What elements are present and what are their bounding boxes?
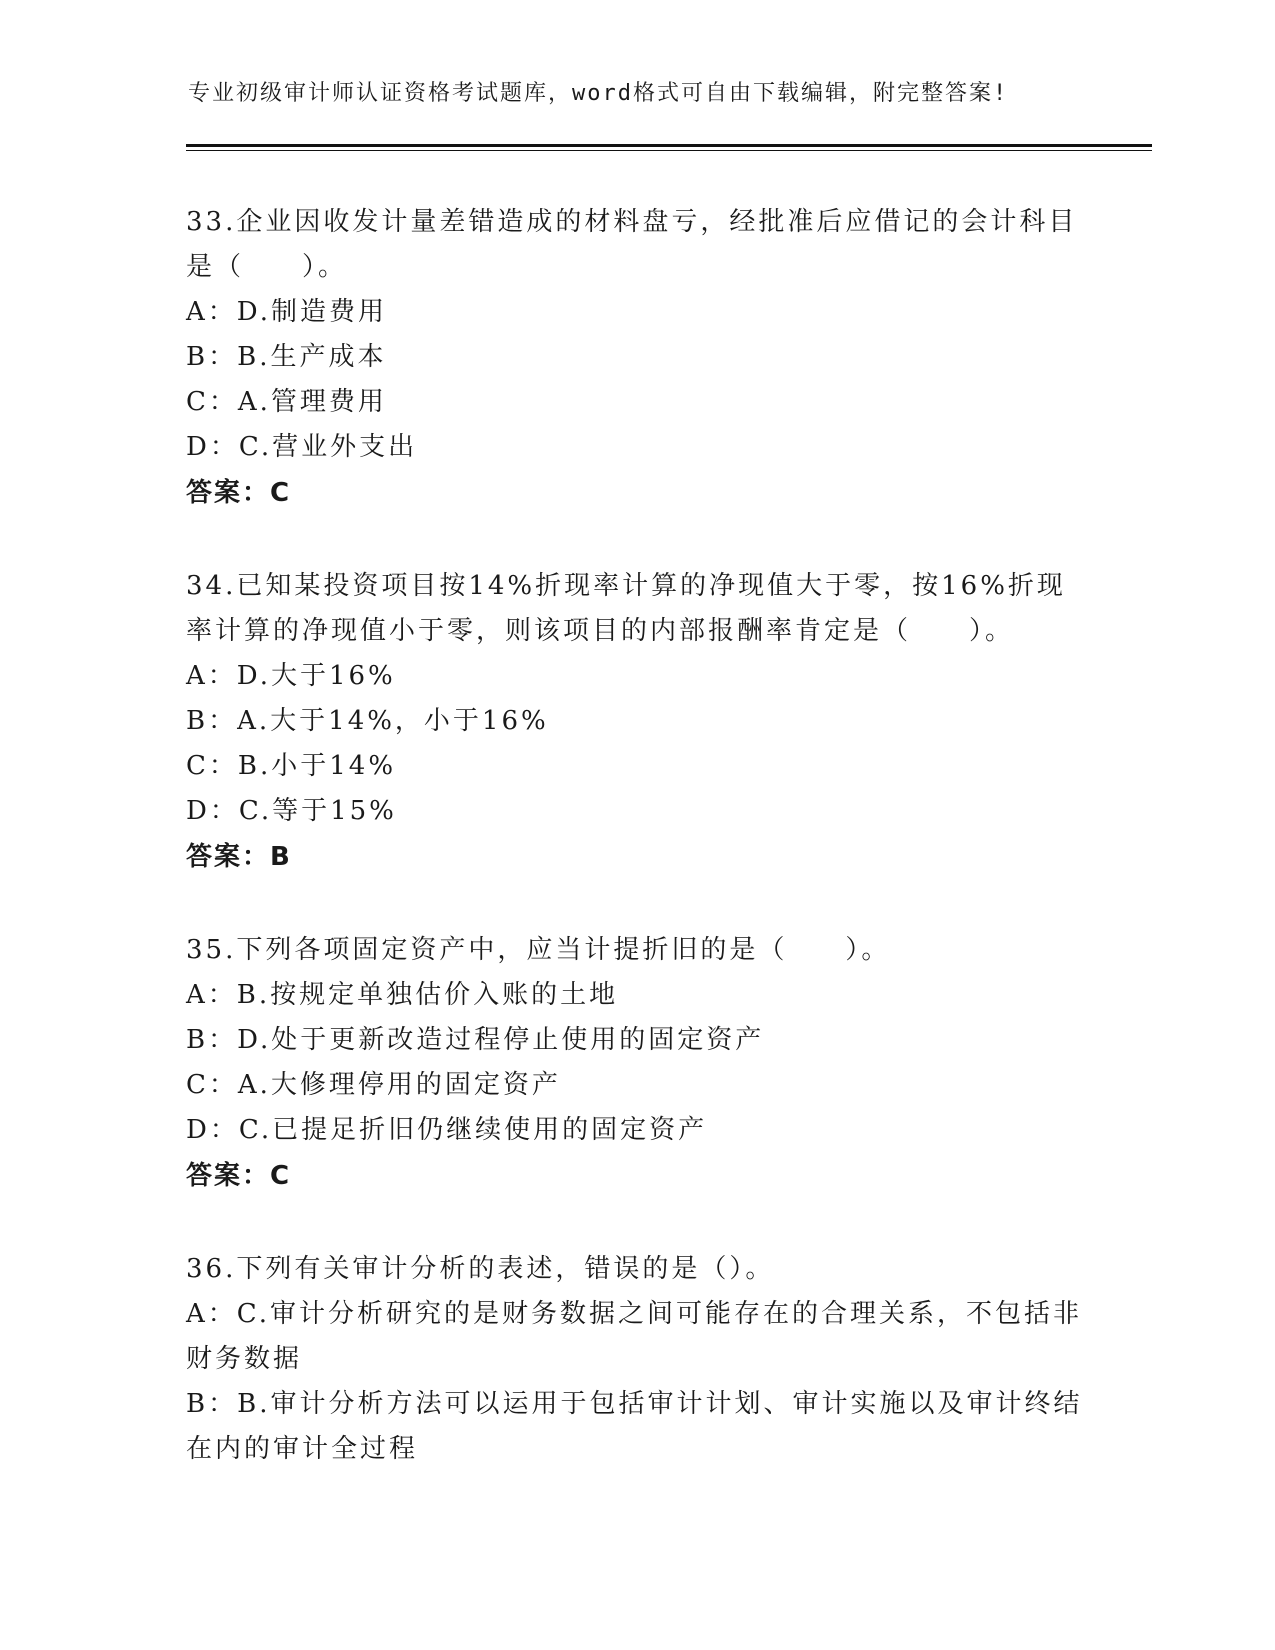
question-33: [186, 200, 1086, 516]
option-b: B：B.生产成本: [186, 342, 387, 372]
header-divider: [186, 144, 1152, 151]
option-b: B：A.大于14%，小于16%: [186, 706, 549, 736]
option-d: D：C.等于15%: [186, 796, 397, 826]
option-c: C：B.小于14%: [186, 751, 397, 781]
question-34: [186, 564, 1086, 880]
question-list: [186, 200, 1086, 1520]
option-a: A：B.按规定单独估价入账的土地: [186, 980, 619, 1010]
option-d: D：C.营业外支出: [186, 432, 418, 462]
question-36: [186, 1247, 1086, 1472]
question-35: [186, 928, 1086, 1199]
answer: 答案：C: [186, 478, 292, 508]
option-b: B：B.审计分析方法可以运用于包括审计计划、审计实施以及审计终结在内的审计全过程: [186, 1389, 1083, 1464]
answer: 答案：C: [186, 1161, 292, 1191]
option-a: A：D.制造费用: [186, 297, 387, 327]
option-d: D：C.已提足折旧仍继续使用的固定资产: [186, 1115, 708, 1145]
question-stem: 34.已知某投资项目按14%折现率计算的净现值大于零，按16%折现率计算的净现值小于零，则该项目的内部报酬率肯定是（ ）。: [186, 571, 1066, 646]
option-b: B：D.处于更新改造过程停止使用的固定资产: [186, 1025, 765, 1055]
question-stem: 36.下列有关审计分析的表述，错误的是（）。: [186, 1254, 775, 1284]
option-c: C：A.大修理停用的固定资产: [186, 1070, 561, 1100]
option-a: A：C.审计分析研究的是财务数据之间可能存在的合理关系，不包括非财务数据: [186, 1299, 1083, 1374]
option-c: C：A.管理费用: [186, 387, 387, 417]
page-header: 专业初级审计师认证资格考试题库，word格式可自由下载编辑，附完整答案!: [188, 81, 1009, 106]
answer: 答案：B: [186, 842, 292, 872]
option-a: A：D.大于16%: [186, 661, 396, 691]
question-stem: 35.下列各项固定资产中，应当计提折旧的是（ ）。: [186, 935, 891, 965]
question-stem: 33.企业因收发计量差错造成的材料盘亏，经批准后应借记的会计科目是（ ）。: [186, 207, 1078, 282]
